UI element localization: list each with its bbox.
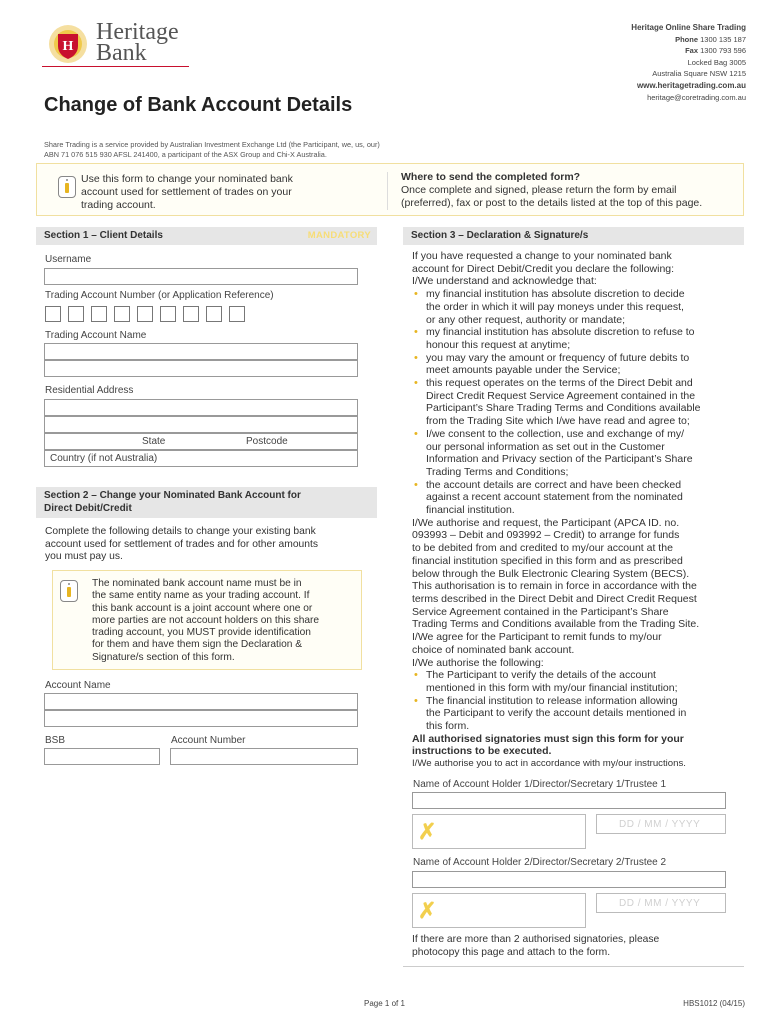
fax-label: Fax <box>685 46 699 56</box>
more-signatories-note <box>412 934 659 959</box>
holder-1-date-input[interactable] <box>596 814 726 834</box>
declaration-bullet: • my financial institution has absolute discretion to refuse to honour this request at anytime; <box>412 326 742 351</box>
account-name-label: Account Name <box>45 680 111 691</box>
note-info-icon <box>60 580 78 602</box>
section-2-note <box>92 578 319 664</box>
banner-right-title: Where to send the completed form? <box>401 171 581 183</box>
digit-box[interactable] <box>91 306 107 322</box>
section-2-heading <box>36 487 377 518</box>
info-icon <box>58 176 76 198</box>
section-2-intro <box>45 526 318 564</box>
section-2-title-line-1: Section 2 – Change your Nominated Bank Account for <box>44 490 301 501</box>
account-number-input[interactable] <box>170 748 358 765</box>
section-2-intro-line-1: Complete the following details to change your existing bank <box>45 526 316 537</box>
logo-line-1: Heritage <box>96 19 179 45</box>
phone-line <box>631 34 746 46</box>
postcode-label: Postcode <box>246 436 288 447</box>
state-postcode-row[interactable] <box>44 433 358 450</box>
contact-block <box>631 22 746 103</box>
declaration-line: If you have requested a change to your nominated bank <box>412 250 672 262</box>
section-1-heading <box>36 227 377 245</box>
holder-2-signature-box[interactable] <box>412 893 586 928</box>
note-line-6: for them and have them sign the Declaration & <box>92 639 303 651</box>
website-link[interactable]: www.heritagetrading.com.au <box>636 80 746 90</box>
signatories-notice: All authorised signatories must sign this form for your instructions to be executed. <box>412 732 684 758</box>
note-line-2: the same entity name as your trading account. If <box>92 590 310 602</box>
username-input[interactable] <box>44 268 358 285</box>
date-placeholder: DD / MM / YYYY <box>619 819 701 830</box>
company-name: Heritage Online Share Trading <box>631 23 746 32</box>
state-label: State <box>142 436 166 447</box>
residential-input-1[interactable] <box>44 399 358 416</box>
declaration-bullet: • the account details are correct and have been checked against a recent account statement from the nominated financial institution. <box>412 479 742 517</box>
banner-right-text <box>401 171 702 210</box>
date-placeholder: DD / MM / YYYY <box>619 898 701 909</box>
digit-box[interactable] <box>183 306 199 322</box>
declaration-bullet: • I/we consent to the collection, use and exchange of my/ our personal information as set out in the Customer Information and Privacy section of the Participant’s Share Trading Terms and Conditions; <box>412 428 742 479</box>
holder-2-label: Name of Account Holder 2/Director/Secretary 2/Trustee 2 <box>413 857 667 868</box>
declaration-line: I/We understand and acknowledge that: <box>412 275 597 288</box>
digit-box[interactable] <box>229 306 245 322</box>
trading-name-label: Trading Account Name <box>45 330 147 341</box>
fax-value: 1300 793 596 <box>700 46 746 56</box>
declaration-bullet: • you may vary the amount or frequency of future debits to meet amounts payable under the Service; <box>412 352 742 377</box>
phone-label: Phone <box>675 34 699 44</box>
section-2-intro-line-3: you must pay us. <box>45 551 123 563</box>
instructions-line: I/We authorise you to act in accordance with my/our instructions. <box>412 758 686 770</box>
note-line-5: trading account, you MUST provide identification <box>92 627 311 639</box>
digit-box[interactable] <box>45 306 61 322</box>
note-line-3: this bank account is a joint account where one or <box>92 602 313 614</box>
section-3-heading: Section 3 – Declaration & Signature/s <box>403 227 744 245</box>
residential-input-2[interactable] <box>44 416 358 433</box>
holder-2-date-input[interactable] <box>596 893 726 913</box>
section-2-title-line-2: Direct Debit/Credit <box>44 503 132 514</box>
more-note-line-1: If there are more than 2 authorised signatories, please <box>412 934 660 945</box>
section-3-declaration <box>412 250 742 771</box>
section-3-bottom-rule <box>403 966 744 967</box>
holder-2-name-input[interactable] <box>412 871 726 888</box>
digit-box[interactable] <box>114 306 130 322</box>
intro-line-1: Share Trading is a service provided by Australian Investment Exchange Ltd (the Participant, we, us, our) <box>44 140 380 149</box>
username-label: Username <box>45 254 92 265</box>
account-number-label: Account Number <box>171 735 246 746</box>
banner-divider <box>387 172 388 210</box>
remit-paragraph: I/We agree for the Participant to remit funds to my/our choice of nominated bank account. <box>412 631 662 656</box>
account-name-input-1[interactable] <box>44 693 358 710</box>
bsb-label: BSB <box>45 735 66 746</box>
logo-shield-letter: H <box>62 39 74 54</box>
digit-box[interactable] <box>137 306 153 322</box>
digit-box[interactable] <box>160 306 176 322</box>
country-label: Country (if not Australia) <box>50 453 158 464</box>
heritage-shield-icon <box>46 22 90 66</box>
note-line-1: The nominated bank account name must be in <box>92 578 302 589</box>
form-code: HBS1012 (04/15) <box>683 999 745 1008</box>
residential-label: Residential Address <box>45 385 134 396</box>
mandatory-badge: MANDATORY <box>307 230 371 241</box>
banner-right-line-1: Once complete and signed, please return the form by email <box>401 184 677 196</box>
digit-box[interactable] <box>206 306 222 322</box>
section-2-intro-line-2: account used for settlement of trades and for other amounts <box>45 538 319 550</box>
note-line-4: more parties are not account holders on this share <box>92 614 320 626</box>
page-title: Change of Bank Account Details <box>44 94 353 116</box>
email-link[interactable]: heritage@coretrading.com.au <box>647 92 746 102</box>
declaration-line: I/We authorise the following: <box>412 656 544 669</box>
signature-x-icon: ✗ <box>418 898 437 923</box>
phone-value: 1300 135 187 <box>700 34 746 44</box>
more-note-line-2: photocopy this page and attach to the form. <box>412 946 611 958</box>
section-1-title: Section 1 – Client Details <box>44 230 163 241</box>
account-name-input-2[interactable] <box>44 710 358 727</box>
page-number: Page 1 of 1 <box>364 999 405 1008</box>
fax-line <box>631 45 746 57</box>
banner-left-line-2: account used for settlement of trades on your <box>81 186 292 198</box>
banner-left-line-3: trading account. <box>81 199 156 211</box>
declaration-bullet: • this request operates on the terms of the Direct Debit and Direct Credit Request Service Agreement contained in the Participant’s Share Trading Terms and Conditions available from the Trading Site which I/we have read and agree to; <box>412 377 742 428</box>
declaration-line: account for Direct Debit/Credit you declare the following: <box>412 262 675 275</box>
holder-1-label: Name of Account Holder 1/Director/Secretary 1/Trustee 1 <box>413 779 667 790</box>
bsb-input[interactable] <box>44 748 160 765</box>
authorisation-paragraph: I/We authorise and request, the Participant (APCA ID. no. 093993 – Debit and 093992 – Credit) to arrange for funds to be debited from and credited to my/our account at the financial institution specified in this form and as prescribed below through the Bulk Electronic Clearing System (BECS). This authorisation is to remain in force in accordance with the terms described in the Direct Debit and Direct Credit Request Service Agreement contained in the Participant’s Share Trading Terms and Conditions available from the Trading Site. <box>412 516 700 631</box>
address-line-2: Australia Square NSW 1215 <box>652 69 746 79</box>
logo-underline <box>42 66 189 67</box>
digit-box[interactable] <box>68 306 84 322</box>
trading-name-input-2[interactable] <box>44 360 358 377</box>
trading-number-label: Trading Account Number (or Application Reference) <box>45 290 274 301</box>
logo-wordmark <box>96 19 179 66</box>
trading-name-input-1[interactable] <box>44 343 358 360</box>
signature-x-icon: ✗ <box>418 819 437 844</box>
holder-1-signature-box[interactable] <box>412 814 586 849</box>
logo-line-2: Bank <box>96 40 147 66</box>
intro-line-2: ABN 71 076 515 930 AFSL 241400, a participant of the ASX Group and Chi-X Australia. <box>44 150 327 159</box>
address-line-1: Locked Bag 3005 <box>687 57 746 67</box>
declaration-bullet: • The Participant to verify the details of the account mentioned in this form with my/our financial institution; <box>412 669 742 694</box>
banner-left-line-1: Use this form to change your nominated bank <box>81 173 293 185</box>
holder-1-name-input[interactable] <box>412 792 726 809</box>
declaration-bullet: • my financial institution has absolute discretion to decide the order in which it will pay moneys under this request, or any other request, authority or mandate; <box>412 288 742 326</box>
declaration-bullet: • The financial institution to release information allowing the Participant to verify the account details mentioned in this form. <box>412 695 742 733</box>
note-line-7: Signature/s section of this form. <box>92 651 235 663</box>
banner-left-text <box>81 173 293 212</box>
intro-text <box>44 140 484 160</box>
banner-right-line-2: (preferred), fax or post to the details listed at the top of this page. <box>401 197 703 209</box>
